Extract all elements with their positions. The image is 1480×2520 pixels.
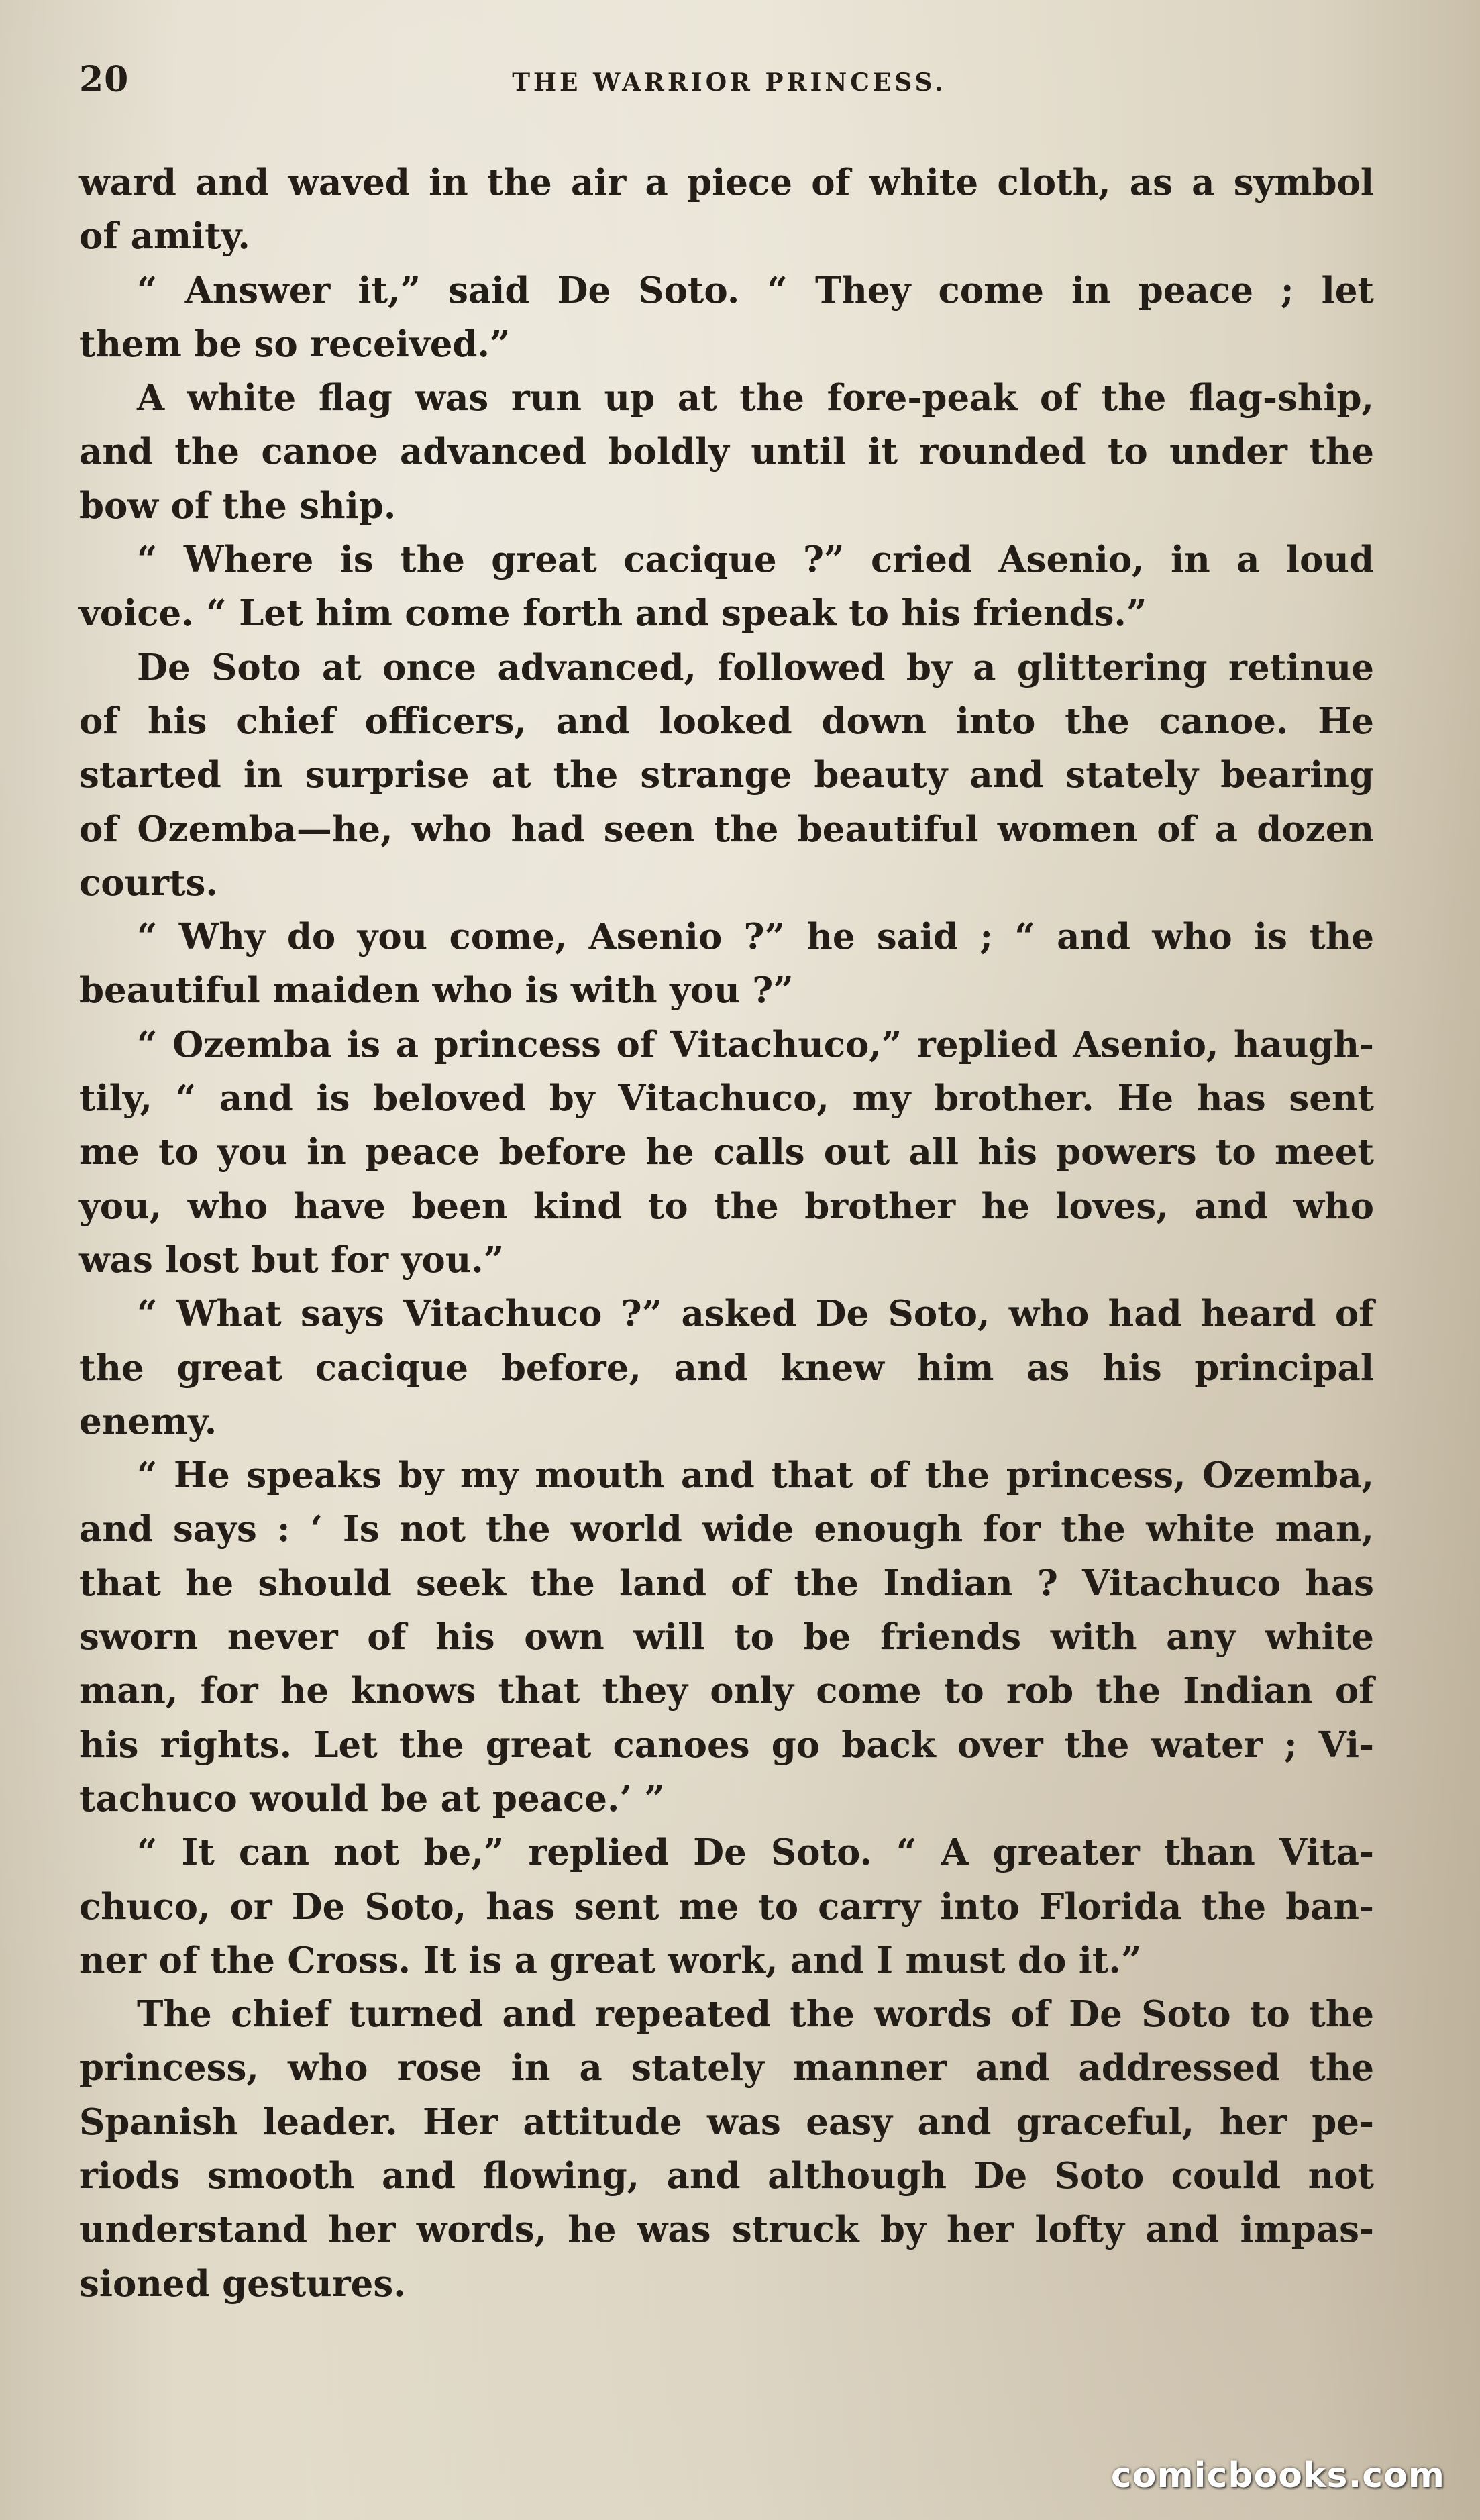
text-line: of Ozemba—he, who had seen the beautiful women of a dozen [79, 808, 1374, 850]
text-line: started in surprise at the strange beauty and stately bearing [79, 754, 1374, 796]
text-line: chuco, or De Soto, has sent me to carry into Florida the ban- [79, 1885, 1374, 1928]
text-line: tachuco would be at peace.’ ” [79, 1777, 665, 1820]
text-line: his rights. Let the great canoes go back over the water ; Vi- [79, 1724, 1374, 1766]
text-line: enemy. [79, 1400, 217, 1442]
text-line: voice. “ Let him come forth and speak to his friends.” [79, 592, 1147, 635]
text-line: A white flag was run up at the fore-peak of the flag-ship, [137, 377, 1374, 419]
text-line: courts. [79, 861, 218, 904]
running-head: THE WARRIOR PRINCESS. [512, 68, 947, 97]
text-line: tily, “ and is beloved by Vitachuco, my brother. He has sent [79, 1078, 1374, 1120]
text-line: princess, who rose in a stately manner and addressed the [79, 2047, 1374, 2089]
text-line: that he should seek the land of the Indian ? Vitachuco has [79, 1562, 1374, 1604]
text-line: sworn never of his own will to be friends with any white [79, 1616, 1374, 1659]
page-header [79, 59, 1379, 99]
text-line: The chief turned and repeated the words of De Soto to the [137, 1993, 1374, 2036]
text-line: Spanish leader. Her attitude was easy and graceful, her pe- [79, 2101, 1374, 2143]
text-line: you, who have been kind to the brother he loves, and who [79, 1185, 1374, 1227]
watermark: comicbooks.com [1110, 2456, 1445, 2496]
text-line: sioned gestures. [79, 2262, 406, 2305]
text-line: ward and waved in the air a piece of white cloth, as a symbol [79, 162, 1374, 203]
text-line: “ He speaks by my mouth and that of the princess, Ozemba, [137, 1455, 1374, 1497]
text-line: me to you in peace before he calls out all his powers to meet [79, 1131, 1374, 1173]
text-line: “ Ozemba is a princess of Vitachuco,” replied Asenio, haugh- [137, 1023, 1374, 1065]
page-number: 20 [79, 59, 129, 100]
text-line: “ What says Vitachuco ?” asked De Soto, who had heard of [137, 1293, 1374, 1335]
body-text [79, 156, 1374, 2311]
text-line: was lost but for you.” [79, 1239, 505, 1281]
text-line: understand her words, he was struck by her lofty and impas- [79, 2209, 1374, 2251]
text-line: and says : ‘ Is not the world wide enough for the white man, [79, 1508, 1374, 1551]
text-line: “ It can not be,” replied De Soto. “ A greater than Vita- [137, 1832, 1374, 1874]
text-line: “ Why do you come, Asenio ?” he said ; “ and who is the [137, 916, 1374, 958]
text-line: of his chief officers, and looked down into the canoe. He [79, 700, 1374, 742]
text-line: “ Where is the great cacique ?” cried Asenio, in a loud [137, 539, 1374, 581]
text-line: man, for he knows that they only come to rob the Indian of [79, 1670, 1374, 1712]
text-line: the great cacique before, and knew him as his principal [79, 1347, 1374, 1389]
text-line: “ Answer it,” said De Soto. “ They come in peace ; let [137, 269, 1374, 311]
text-line: and the canoe advanced boldly until it rounded to under the [79, 431, 1374, 473]
text-line: them be so received.” [79, 323, 511, 365]
text-line: of amity. [79, 215, 250, 258]
text-line: De Soto at once advanced, followed by a glittering retinue [137, 646, 1374, 688]
text-line: ner of the Cross. It is a great work, and I must do it.” [79, 1939, 1142, 1981]
text-line: riods smooth and flowing, and although De Soto could not [79, 2154, 1374, 2197]
text-line: beautiful maiden who is with you ?” [79, 969, 794, 1012]
text-line: bow of the ship. [79, 484, 397, 527]
